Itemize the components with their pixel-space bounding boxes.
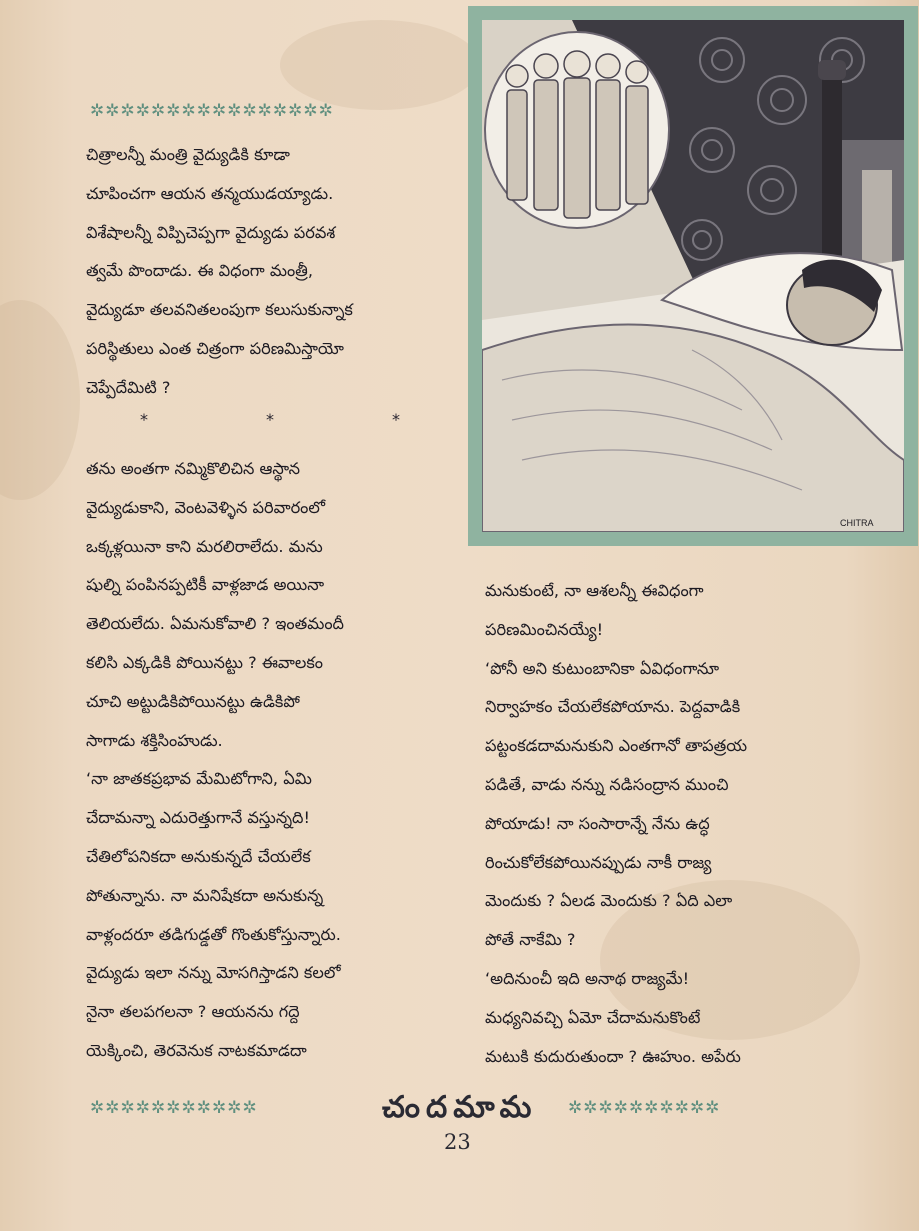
section-break-star: * <box>392 410 400 429</box>
text-line: షుల్ని పంపినప్పటికీ వాళ్లజాడ అయినా <box>86 575 325 595</box>
text-line: కలిసి ఎక్కడికి పోయినట్టు ? ఈవాలకం <box>86 652 324 672</box>
top-ornament-border: ✲✲✲✲✲✲✲✲✲✲✲✲✲✲✲✲ <box>90 101 334 121</box>
illustration-drawing <box>482 20 904 532</box>
text-line: చేదామన్నా ఎదురెత్తుగానే వస్తున్నది! <box>86 808 310 828</box>
text-line: పట్టంకడదామనుకుని ఎంతగానో తాపత్రయ <box>485 736 748 756</box>
story-illustration <box>468 6 918 546</box>
text-line: ఒక్కళ్లయినా కాని మరలిరాలేదు. మను <box>86 536 323 556</box>
text-line: మటుకి కుదురుతుందా ? ఊహుం. అపేరు <box>485 1046 741 1066</box>
text-line: మధ్యనివచ్చి ఏమో చేదామనుకొంటే <box>485 1007 701 1027</box>
left-column-top <box>86 136 458 408</box>
text-line: చిత్రాలన్నీ మంత్రి వైద్యుడికి కూడా <box>86 145 290 164</box>
paper-stain <box>280 20 480 110</box>
text-line: పోతున్నాను. నా మనిషేకదా అనుకున్న <box>86 885 324 905</box>
paper-stain <box>0 300 80 500</box>
footer-ornament-right: ✲✲✲✲✲✲✲✲✲✲ <box>568 1098 721 1118</box>
illustration-signature: CHITRA <box>840 518 874 528</box>
text-line: చేతిలోపనికదా అనుకున్నదే చేయలేక <box>86 846 311 866</box>
text-line: వైద్యుడుకాని, వెంటవెళ్ళిన పరివారంలో <box>86 497 326 517</box>
text-line: ‘పోనీ అని కుటుంబానికా ఏవిధంగానూ <box>485 658 720 678</box>
text-line: తెలియలేదు. ఏమనుకోవాలి ? ఇంతమందీ <box>86 614 344 634</box>
text-line: నైనా తలపగలనా ? ఆయనను గద్దె <box>86 1002 300 1022</box>
text-line: చూపించగా ఆయన తన్మయుడయ్యాడు. <box>86 183 334 203</box>
footer-ornament-left: ✲✲✲✲✲✲✲✲✲✲✲ <box>90 1098 258 1118</box>
text-line: విశేషాలన్నీ విప్పిచెప్పగా వైద్యుడు పరవశ <box>86 222 336 242</box>
text-line: సాగాడు శక్తిసింహుడు. <box>86 730 223 750</box>
text-line: రించుకోలేకపోయినప్పుడు నాకీ రాజ్య <box>485 852 712 872</box>
text-line: నిర్వాహకం చేయలేకపోయాను. పెద్దవాడికి <box>485 697 741 717</box>
text-line: ‘అదినుంచీ ఇది అనాథ రాజ్యమే! <box>485 968 690 988</box>
text-line: చెప్పేదేమిటి ? <box>86 377 171 397</box>
section-break <box>140 410 400 429</box>
text-line: పరిణమించినయ్యే! <box>485 619 604 639</box>
text-line: మెందుకు ? ఏలడ మెందుకు ? ఏది ఎలా <box>485 891 733 911</box>
text-line: పడితే, వాడు నన్ను నడిసంద్రాన ముంచి <box>485 774 729 794</box>
text-line: ‘నా జాతకప్రభావ మేమిటోగాని, ఏమి <box>86 769 312 789</box>
text-line: యెక్కించి, తెరవెనుక నాటకమాడదా <box>86 1040 307 1060</box>
magazine-title: చందమామ <box>382 1090 538 1125</box>
text-line: వైద్యుడూ తలవనితలంపుగా కలుసుకున్నాక <box>86 300 353 320</box>
section-break-star: * <box>140 410 148 429</box>
left-column-bottom <box>86 450 458 1071</box>
text-line: పోతే నాకేమి ? <box>485 930 576 950</box>
text-line: తను అంతగా నమ్మికొలిచిన ఆస్థాన <box>86 459 300 478</box>
text-line: వైద్యుడు ఇలా నన్ను మోసగిస్తాడని కలలో <box>86 963 341 983</box>
text-line: మనుకుంటే, నా ఆశలన్నీ ఈవిధంగా <box>485 581 704 600</box>
text-line: వాళ్లందరూ తడిగుడ్డతో గొంతుకోస్తున్నారు. <box>86 924 341 944</box>
section-break-star: * <box>266 410 274 429</box>
right-column <box>485 572 861 1076</box>
text-line: చూచి అట్టుడికిపోయినట్టు ఉడికిపో <box>86 691 300 711</box>
text-line: పరిస్థితులు ఎంత చిత్రంగా పరిణమిస్తాయో <box>86 338 344 358</box>
page-number: 23 <box>444 1130 471 1154</box>
text-line: త్వమే పొందాడు. ఈ విధంగా మంత్రీ, <box>86 261 313 281</box>
text-line: పోయాడు! నా సంసారాన్నే నేను ఉద్ధ <box>485 813 710 833</box>
